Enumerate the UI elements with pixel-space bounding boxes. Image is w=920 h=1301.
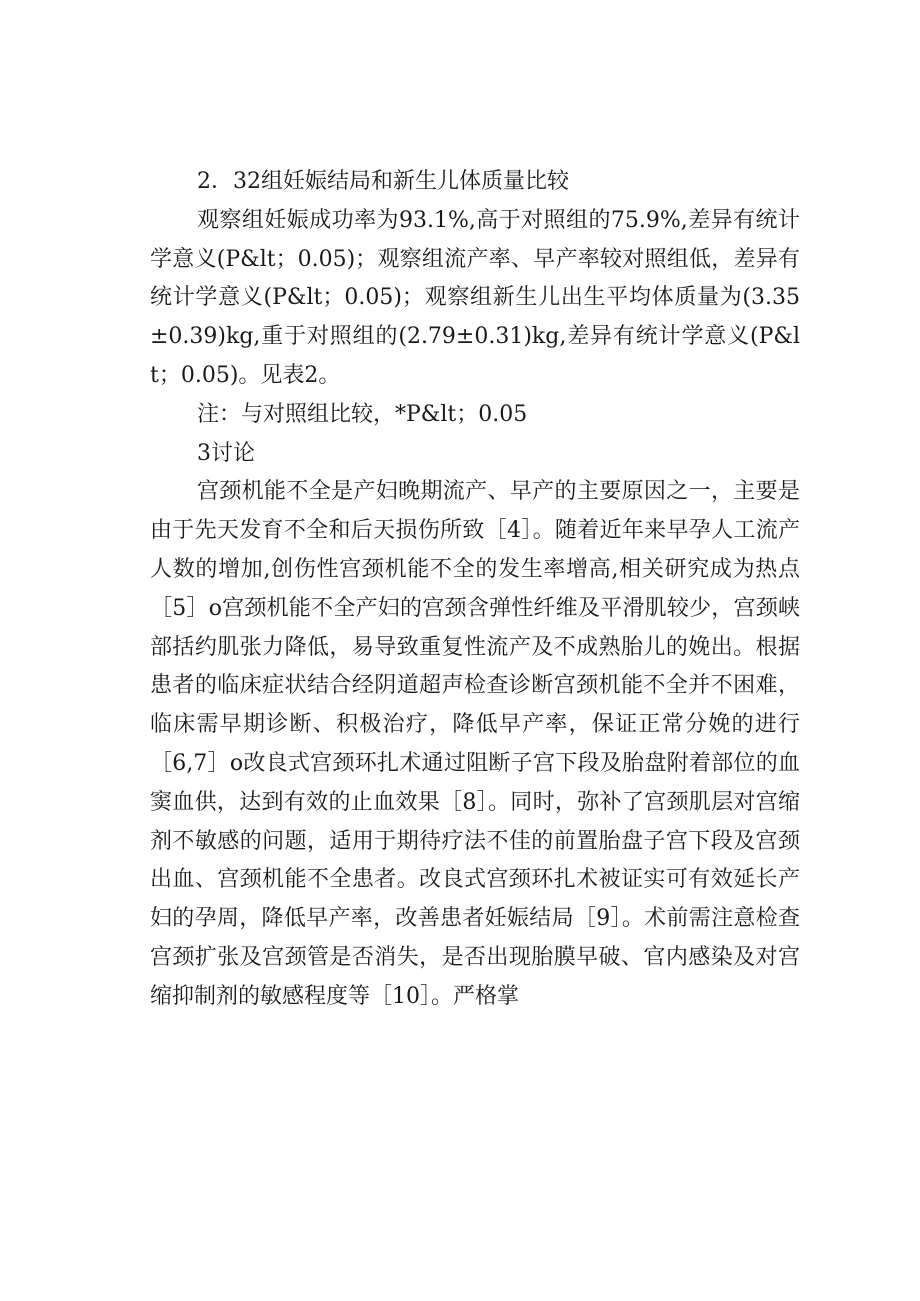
discussion-paragraph: 宫颈机能不全是产妇晚期流产、早产的主要原因之一，主要是由于先天发育不全和后天损伤所致［4］。随着近年来早孕人工流产人数的增加,创伤性宫颈机能不全的发生率增高,相关研究成为热点［5］o宫颈机能不全产妇的宫颈含弹性纤维及平滑肌较少，宫颈峡部括约肌张力降低，易导致重复性流产及不成熟胎儿的娩出。根据患者的临床症状结合经阴道超声检查诊断宫颈机能不全并不困难，临床需早期诊断、积极治疗，降低早产率，保证正常分娩的进行［6,7］o改良式宫颈环扎术通过阻断子宫下段及胎盘附着部位的血窦血供，达到有效的止血效果［8］。同时，弥补了宫颈肌层对宫缩剂不敏感的问题，适用于期待疗法不佳的前置胎盘子宫下段及宫颈出血、宫颈机能不全患者。改良式宫颈环扎术被证实可有效延长产妇的孕周，降低早产率，改善患者妊娠结局［9］。术前需注意检查宫颈扩张及宫颈管是否消失，是否出现胎膜早破、官内感染及对宫缩抑制剂的敏感程度等［10］。严格掌 [150, 479, 800, 1009]
section-heading-2-3: 2．32组妊娠结局和新生儿体质量比较 [197, 169, 569, 194]
section-heading-discussion: 3讨论 [197, 440, 255, 466]
document-body [150, 163, 800, 1017]
table-note: 注：与对照组比较，*P&lt；0.05 [197, 401, 528, 427]
results-paragraph: 观察组妊娠成功率为93.1%,高于对照组的75.9%,差异有统计学意义(P&lt；0.05)；观察组流产率、早产率较对照组低，差异有统计学意义(P&lt；0.05)；观察组新生儿出生平均体质量为(3.35±0.39)kg,重于对照组的(2.79±0.31)kg,差异有统计学意义(P&lt；0.05)。见表2。 [150, 207, 800, 388]
